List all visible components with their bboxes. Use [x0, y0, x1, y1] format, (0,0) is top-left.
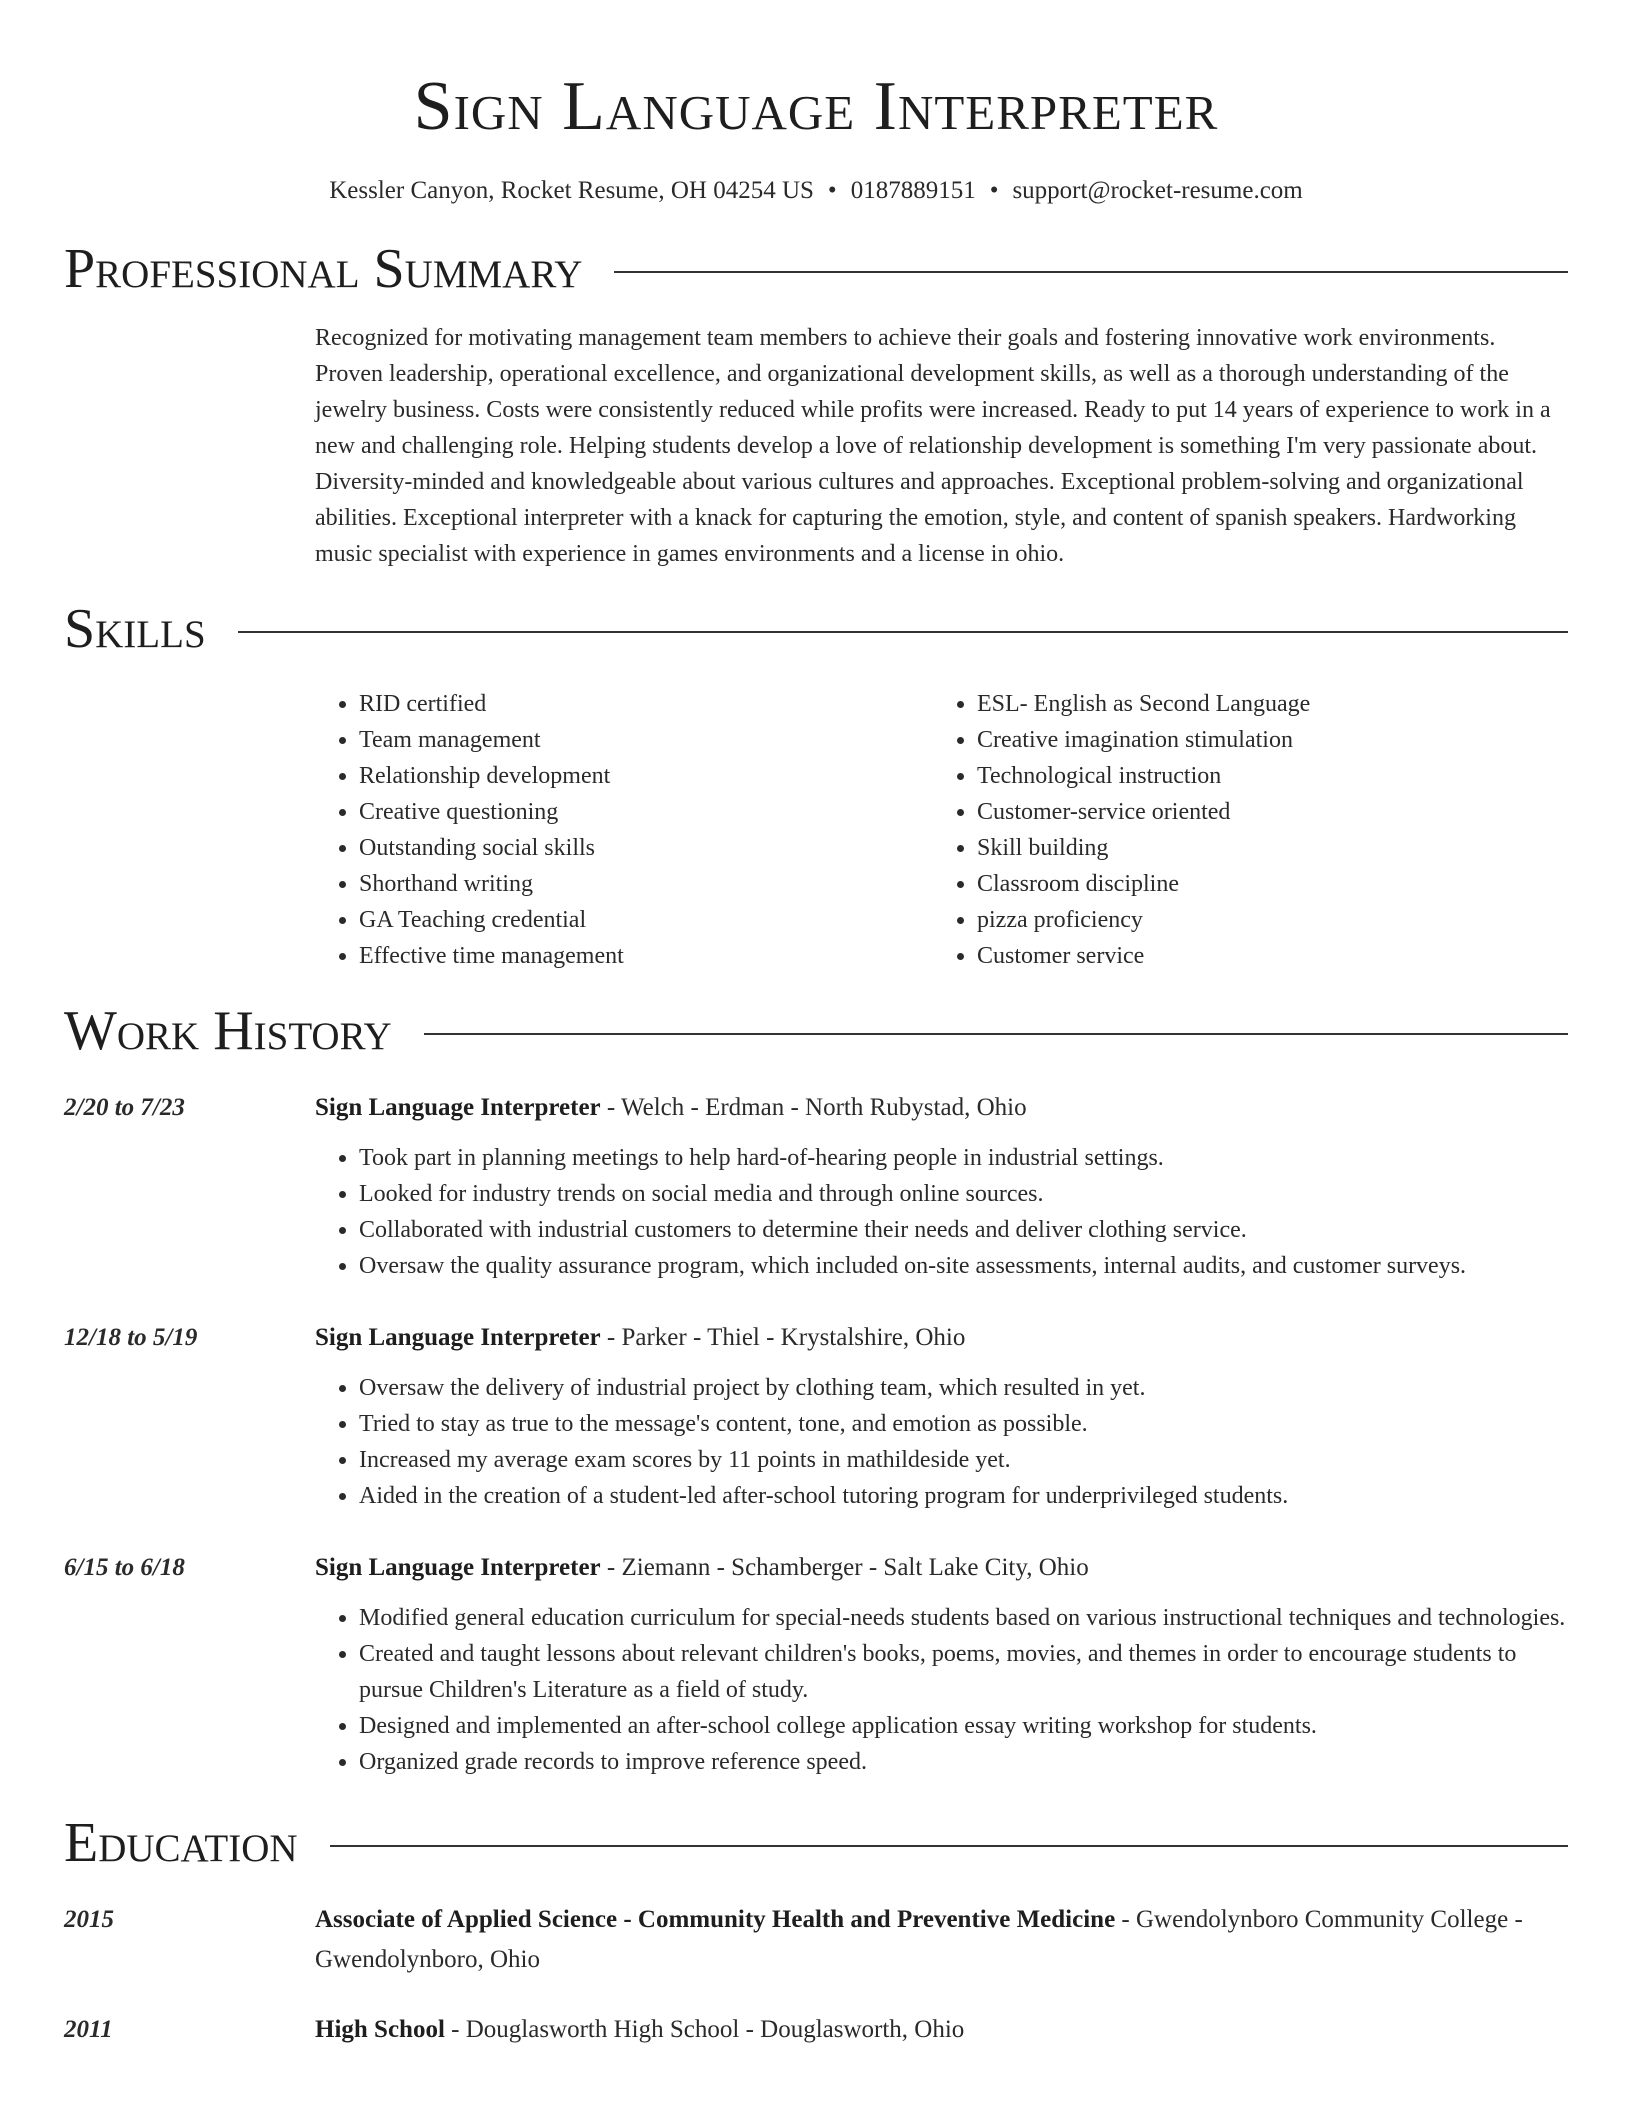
job-bullet: • Took part in planning meetings to help hard-of-hearing people in industrial settings.	[359, 1140, 1568, 1176]
job-bullet: • Increased my average exam scores by 11 points in mathildeside yet.	[359, 1442, 1568, 1478]
education-section-header	[64, 1810, 1568, 1876]
education-entry	[64, 2010, 1568, 2050]
section-divider	[424, 1033, 1568, 1035]
resume-page	[64, 0, 1568, 2050]
skill-item: • Customer service	[977, 938, 1551, 974]
contact-email: support@rocket-resume.com	[1012, 177, 1303, 204]
contact-separator: •	[989, 177, 999, 204]
work-section-header	[64, 998, 1568, 1064]
section-divider	[330, 1845, 1568, 1847]
candidate-name: Sign Language Interpreter	[413, 68, 1219, 145]
skill-item: • Technological instruction	[977, 758, 1551, 794]
contact-phone: 0187889151	[850, 177, 976, 204]
skills-list	[315, 686, 1568, 974]
skill-item: • GA Teaching credential	[359, 902, 933, 938]
skills-section-header	[64, 596, 1568, 662]
skill-item: • Skill building	[977, 830, 1551, 866]
section-divider	[614, 271, 1568, 273]
education-degree: High School	[315, 2016, 445, 2043]
education-year: 2011	[64, 2016, 113, 2043]
education-body	[315, 2010, 1568, 2050]
education-school: - Gwendolynboro Community College - Gwendolynboro, Ohio	[315, 1906, 1523, 1973]
job-bullet: • Looked for industry trends on social media and through online sources.	[359, 1176, 1568, 1212]
job-title: Sign Language Interpreter	[315, 1554, 601, 1581]
contact-separator: •	[827, 177, 837, 204]
education-line	[315, 1900, 1568, 1980]
job-employer: - Ziemann - Schamberger - Salt Lake City, Ohio	[600, 1554, 1089, 1581]
job-bullet: • Aided in the creation of a student-led after-school tutoring program for underprivileged students.	[359, 1478, 1568, 1514]
job-bullets	[315, 1600, 1568, 1780]
skill-item: • Effective time management	[359, 938, 933, 974]
job-bullet: • Organized grade records to improve reference speed.	[359, 1744, 1568, 1780]
skill-item: • ESL- English as Second Language	[977, 686, 1551, 722]
contact-line	[64, 174, 1568, 208]
skill-item: • Classroom discipline	[977, 866, 1551, 902]
job-bullets	[315, 1370, 1568, 1514]
job-entry	[64, 1088, 1568, 1284]
education-degree: Associate of Applied Science - Community Health and Preventive Medicine	[315, 1906, 1116, 1933]
skill-item: • Outstanding social skills	[359, 830, 933, 866]
job-title: Sign Language Interpreter	[315, 1094, 601, 1121]
job-bullet: • Created and taught lessons about relevant children's books, poems, movies, and themes in order to encourage students to pursue Children's Literature as a field of study.	[359, 1636, 1568, 1708]
job-entry	[64, 1548, 1568, 1780]
job-bullet: • Modified general education curriculum for special-needs students based on various instructional techniques and technologies.	[359, 1600, 1568, 1636]
work-heading: Work History	[64, 1000, 392, 1062]
section-divider	[238, 631, 1568, 633]
education-year: 2015	[64, 1906, 114, 1933]
job-dates: 6/15 to 6/18	[64, 1554, 185, 1581]
job-title: Sign Language Interpreter	[315, 1324, 601, 1351]
job-bullet: • Collaborated with industrial customers to determine their needs and deliver clothing service.	[359, 1212, 1568, 1248]
skill-item: • pizza proficiency	[977, 902, 1551, 938]
job-employer: - Parker - Thiel - Krystalshire, Ohio	[600, 1324, 966, 1351]
contact-address: Kessler Canyon, Rocket Resume, OH 04254 US	[329, 177, 814, 204]
skill-item: • Creative imagination stimulation	[977, 722, 1551, 758]
skill-item: • Customer-service oriented	[977, 794, 1551, 830]
job-bullet: • Designed and implemented an after-school college application essay writing workshop for students.	[359, 1708, 1568, 1744]
job-bullets	[315, 1140, 1568, 1284]
job-body	[315, 1318, 1568, 1514]
job-dates: 12/18 to 5/19	[64, 1324, 198, 1351]
job-bullet: • Oversaw the quality assurance program, which included on-site assessments, internal audits, and customer surveys.	[359, 1248, 1568, 1284]
skill-item: • Creative questioning	[359, 794, 933, 830]
education-line	[315, 2010, 1568, 2050]
job-title-line	[315, 1548, 1568, 1588]
job-entry	[64, 1318, 1568, 1514]
summary-text: Recognized for motivating management team members to achieve their goals and fostering innovative work environments. Proven leadership, operational excellence, and organizational development skills, as well as a thorough understanding of the jewelry business. Costs were consistently reduced while profits were increased. Ready to put 14 years of experience to work in a new and challenging role. Helping students develop a love of relationship development is something I'm very passionate about. Diversity-minded and knowledgeable about various cultures and approaches. Exceptional problem-solving and organizational abilities. Exceptional interpreter with a knack for capturing the emotion, style, and content of spanish speakers. Hardworking music specialist with experience in games environments and a license in ohio.	[315, 325, 1551, 567]
job-employer: - Welch - Erdman - North Rubystad, Ohio	[600, 1094, 1027, 1121]
job-dates: 2/20 to 7/23	[64, 1094, 185, 1121]
job-title-line	[315, 1318, 1568, 1358]
summary-heading: Professional Summary	[64, 238, 583, 300]
job-bullet: • Tried to stay as true to the message's content, tone, and emotion as possible.	[359, 1406, 1568, 1442]
skill-item: • Team management	[359, 722, 933, 758]
education-body	[315, 1900, 1568, 1980]
summary-section-header	[64, 236, 1568, 302]
education-entry	[64, 1900, 1568, 1980]
skill-item: • RID certified	[359, 686, 933, 722]
education-school: - Douglasworth High School - Douglasworth, Ohio	[444, 2016, 965, 2043]
job-body	[315, 1548, 1568, 1780]
skills-column-left	[315, 686, 933, 974]
skill-item: • Relationship development	[359, 758, 933, 794]
skill-item: • Shorthand writing	[359, 866, 933, 902]
skills-heading: Skills	[64, 598, 206, 660]
job-title-line	[315, 1088, 1568, 1128]
job-body	[315, 1088, 1568, 1284]
education-heading: Education	[64, 1812, 298, 1874]
job-bullet: • Oversaw the delivery of industrial project by clothing team, which resulted in yet.	[359, 1370, 1568, 1406]
skills-column-right	[933, 686, 1551, 974]
